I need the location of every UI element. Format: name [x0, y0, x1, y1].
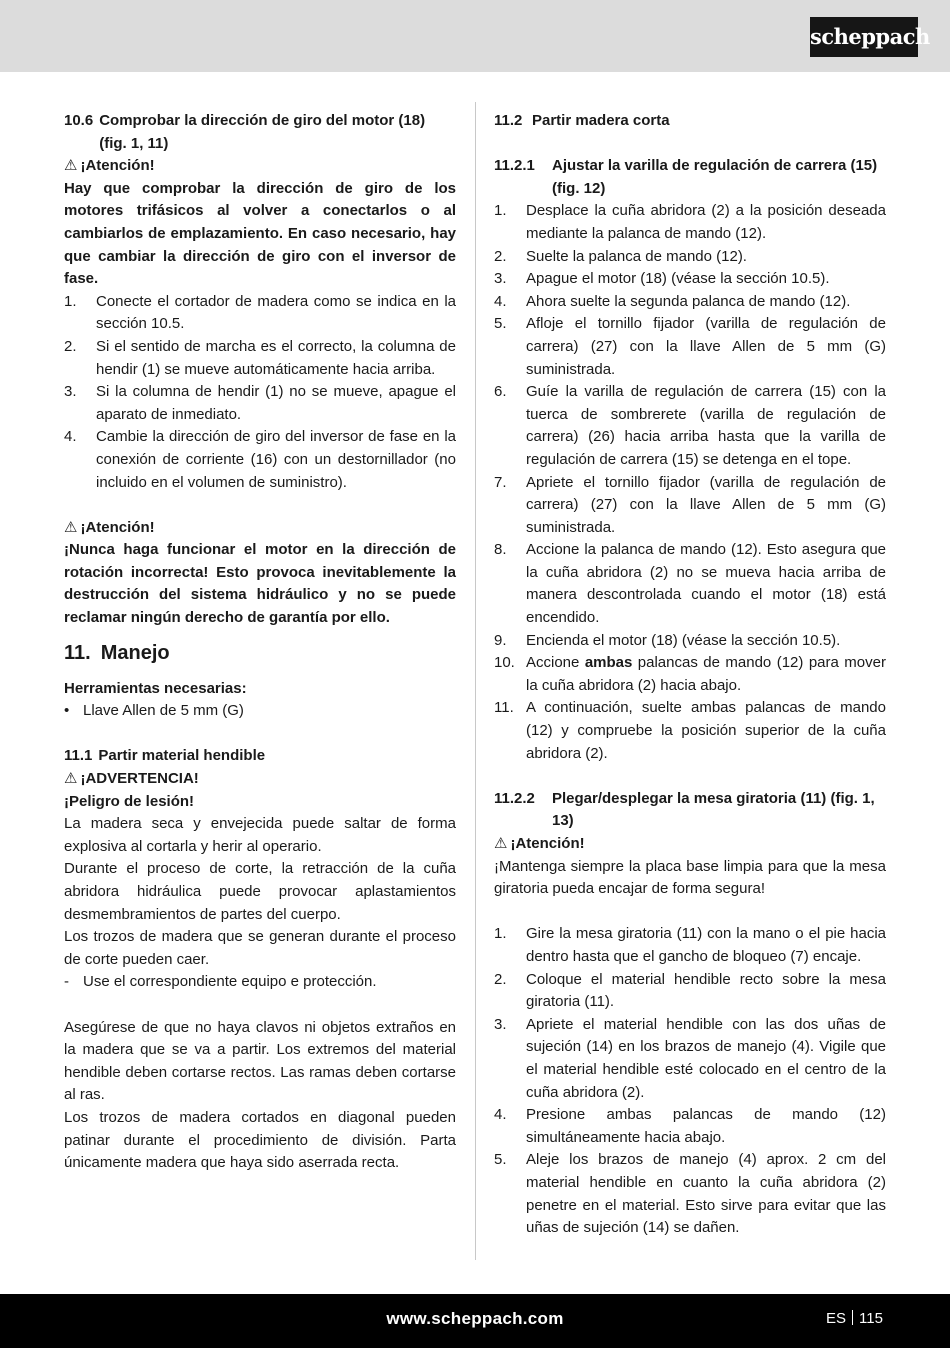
list-item: [494, 313, 886, 381]
item-text: A continuación, suelte ambas palancas de mando (12) y compruebe la posición superior de la cuña abridora (2).: [526, 699, 886, 762]
list-item: [64, 291, 456, 336]
attention-text: ¡Atención!: [80, 157, 155, 175]
steps-11-2-2: [494, 923, 886, 1239]
item-text: Guíe la varilla de regulación de carrera (15) con la tuerca de sombrerete (varilla de regulación de carrera) (26) hacia arriba hasta que la varilla de regulación de carrera (15) se detenga en el tope.: [526, 383, 886, 468]
attention-label: [64, 155, 456, 178]
list-item: [64, 426, 456, 494]
item-text-part: Accione: [526, 654, 585, 672]
left-column: [64, 110, 456, 1175]
right-column: [494, 110, 886, 1240]
item-text: Apriete el tornillo fijador (varilla de regulación de carrera) (27) con la llave Allen de 5 mm (G) suministrada.: [526, 473, 886, 536]
item-number: 3.: [64, 383, 77, 401]
item-number: 3.: [494, 1015, 507, 1033]
item-text: Cambie la dirección de giro del inversor de fase en la conexión de corriente (16) con un destornillador (no incluido en el volumen de suministro).: [96, 428, 456, 491]
item-text-emphasis: ambas: [584, 654, 633, 672]
dash-list-item: [64, 971, 456, 994]
list-item: [494, 291, 886, 314]
danger-label: ¡Peligro de lesión!: [64, 792, 195, 810]
item-text: Suelte la palanca de mando (12).: [526, 247, 747, 265]
item-text: Coloque el material hendible recto sobre la mesa giratoria (11).: [526, 970, 886, 1011]
chapter-title: Manejo: [100, 641, 170, 664]
warning-icon: ⚠: [64, 770, 78, 788]
item-text: Afloje el tornillo fijador (varilla de regulación de carrera) (27) con la llave Allen de 5 mm (G) suministrada.: [526, 315, 886, 378]
item-text: Llave Allen de 5 mm (G): [83, 702, 244, 720]
footer-bar: [0, 1294, 950, 1348]
paragraph: Los trozos de madera cortados en diagonal pueden patinar durante el procedimiento de división. Parta únicamente madera que haya sido aserrada recta.: [64, 1108, 456, 1172]
section-title: Ajustar la varilla de regulación de carrera (15) (fig. 12): [552, 157, 878, 197]
paragraph: Durante el proceso de corte, la retracción de la cuña abridora hidráulica puede provocar aplastamientos desmembramientos de partes del cuerpo.: [64, 860, 456, 923]
list-item: [494, 200, 886, 245]
item-number: 1.: [494, 925, 507, 943]
website-link[interactable]: www.scheppach.com: [386, 1309, 564, 1328]
page-indicator: [826, 1294, 883, 1344]
section-number: 11.2.1: [494, 157, 535, 175]
item-text: [526, 652, 886, 697]
paragraph: Asegúrese de que no haya clavos ni objetos extraños en la madera que se va a partir. Los extremos del material hendible deben cortarse rectos. Las ramas deben cortarse al ras.: [64, 1018, 456, 1104]
item-number: 2.: [494, 247, 507, 265]
paragraph: Los trozos de madera que se generan durante el proceso de corte pueden caer.: [64, 928, 456, 968]
list-item: [494, 630, 886, 653]
section-11-1-heading: [64, 745, 456, 768]
list-item: [494, 697, 886, 765]
item-text: Gire la mesa giratoria (11) con la mano o el pie hacia dentro hasta que el gancho de bloqueo (7) encaje.: [526, 925, 886, 965]
chapter-11-heading: [64, 630, 456, 678]
brand-logo: scheppach: [810, 17, 918, 57]
item-number: 7.: [494, 473, 507, 491]
list-item: [494, 268, 886, 291]
list-item: [64, 336, 456, 381]
section-number: 10.6: [64, 112, 94, 129]
steps-10-6: [64, 291, 456, 494]
item-number: 6.: [494, 383, 507, 401]
item-text: Apague el motor (18) (véase la sección 10.5).: [526, 270, 830, 288]
section-number: 11.2: [494, 112, 523, 129]
list-item: [494, 923, 886, 968]
item-text: Desplace la cuña abridora (2) a la posición deseada mediante la palanca de mando (12).: [526, 202, 886, 242]
list-item: [494, 381, 886, 471]
item-text: Apriete el material hendible con las dos uñas de sujeción (14) en los brazos de manejo (4). Vigile que el material hendible esté colocado en el centro de la cuña abridora (2).: [526, 1015, 886, 1101]
attention-text: ¡Atención!: [510, 835, 585, 852]
column-divider: [475, 102, 476, 1260]
section-11-2-1-heading: [494, 155, 886, 200]
dash: -: [64, 973, 69, 991]
item-number: 1.: [494, 202, 507, 220]
item-text: Use el correspondiente equipo e protección.: [83, 973, 377, 991]
section-title: Plegar/desplegar la mesa giratoria (11) (fig. 1, 13): [552, 789, 875, 830]
item-text: Si la columna de hendir (1) no se mueve, apague el aparato de inmediato.: [96, 383, 456, 423]
attention-paragraph: Hay que comprobar la dirección de giro de los motores trifásicos al volver a conectarlos o al cambiarlos de emplazamiento. En caso necesario, hay que cambiar la dirección de giro con el inversor de fase.: [64, 179, 456, 288]
list-item: [494, 1104, 886, 1149]
list-item: [494, 969, 886, 1014]
item-number: 8.: [494, 541, 507, 559]
list-item: [494, 1149, 886, 1239]
item-number: 4.: [64, 428, 77, 446]
attention-paragraph: ¡Nunca haga funcionar el motor en la dirección de rotación incorrecta! Esto provoca inevitablemente la destrucción del sistema hidráulico y no se puede reclamar ningún derecho de garantía por ello.: [64, 541, 456, 627]
list-item: [494, 652, 886, 697]
section-title: Comprobar la dirección de giro del motor (18) (fig. 1, 11): [99, 112, 426, 152]
item-text-part: palancas de mando (12) para mover la cuña abridora (2) hacia abajo.: [526, 654, 886, 694]
section-10-6-heading: [64, 110, 456, 155]
page-number: 115: [859, 1310, 883, 1327]
item-number: 9.: [494, 631, 507, 649]
item-text: Encienda el motor (18) (véase la sección 10.5).: [526, 631, 841, 649]
item-number: 3.: [494, 270, 507, 288]
item-text: Accione la palanca de mando (12). Esto asegura que la cuña abridora (2) no se mueva hacia arriba de manera descontrolada cuando el motor (18) está encendido.: [526, 541, 886, 627]
warning-label: [64, 768, 456, 791]
section-title: Partir material hendible: [98, 747, 266, 765]
list-item: [64, 381, 456, 426]
section-title: Partir madera corta: [532, 112, 670, 129]
item-number: 5.: [494, 1151, 507, 1169]
list-item: [494, 539, 886, 629]
section-11-2-heading: [494, 110, 886, 133]
separator: [852, 1310, 853, 1325]
paragraph: ¡Mantenga siempre la placa base limpia para que la mesa giratoria pueda encajar de forma segura!: [494, 857, 886, 898]
language-code: ES: [826, 1310, 847, 1327]
item-number: 4.: [494, 292, 507, 310]
item-text: Si el sentido de marcha es el correcto, la columna de hendir (1) se mueve automáticamente hacia arriba.: [96, 337, 456, 378]
section-number: 11.1: [64, 747, 93, 765]
warning-icon: ⚠: [64, 157, 78, 175]
list-item: [494, 1014, 886, 1104]
item-number: 1.: [64, 292, 77, 310]
item-text: Aleje los brazos de manejo (4) aprox. 2 cm del material hendible en cuanto la cuña abridora (2) penetre en el material. Esto sirve para evitar que las uñas de sujeción (14) se dañen.: [526, 1151, 886, 1237]
item-text: Presione ambas palancas de mando (12) simultáneamente hacia abajo.: [526, 1106, 886, 1146]
item-number: 10.: [494, 654, 515, 672]
steps-11-2-1: [494, 200, 886, 765]
item-number: 4.: [494, 1106, 507, 1124]
attention-label: [494, 833, 886, 856]
item-text: Conecte el cortador de madera como se indica en la sección 10.5.: [96, 292, 456, 333]
item-number: 2.: [64, 337, 77, 355]
header-bar: [0, 0, 950, 72]
warning-icon: ⚠: [64, 518, 78, 536]
list-item: [494, 472, 886, 540]
attention-label: [64, 517, 456, 540]
section-11-2-2-heading: [494, 788, 886, 833]
item-number: 2.: [494, 970, 507, 988]
attention-text: ¡Atención!: [80, 518, 155, 536]
bullet: •: [64, 702, 70, 720]
item-number: 11.: [494, 699, 514, 717]
list-item: [494, 246, 886, 269]
tools-list-item: [64, 700, 456, 723]
item-number: 5.: [494, 315, 507, 333]
paragraph: La madera seca y envejecida puede saltar de forma explosiva al cortarla y herir al operario.: [64, 815, 456, 855]
section-number: 11.2.2: [494, 789, 535, 807]
chapter-number: 11.: [64, 641, 91, 664]
item-text: Ahora suelte la segunda palanca de mando (12).: [526, 292, 851, 310]
tools-title: Herramientas necesarias:: [64, 679, 247, 697]
warning-icon: ⚠: [494, 835, 508, 852]
warning-text: ¡ADVERTENCIA!: [80, 770, 199, 788]
